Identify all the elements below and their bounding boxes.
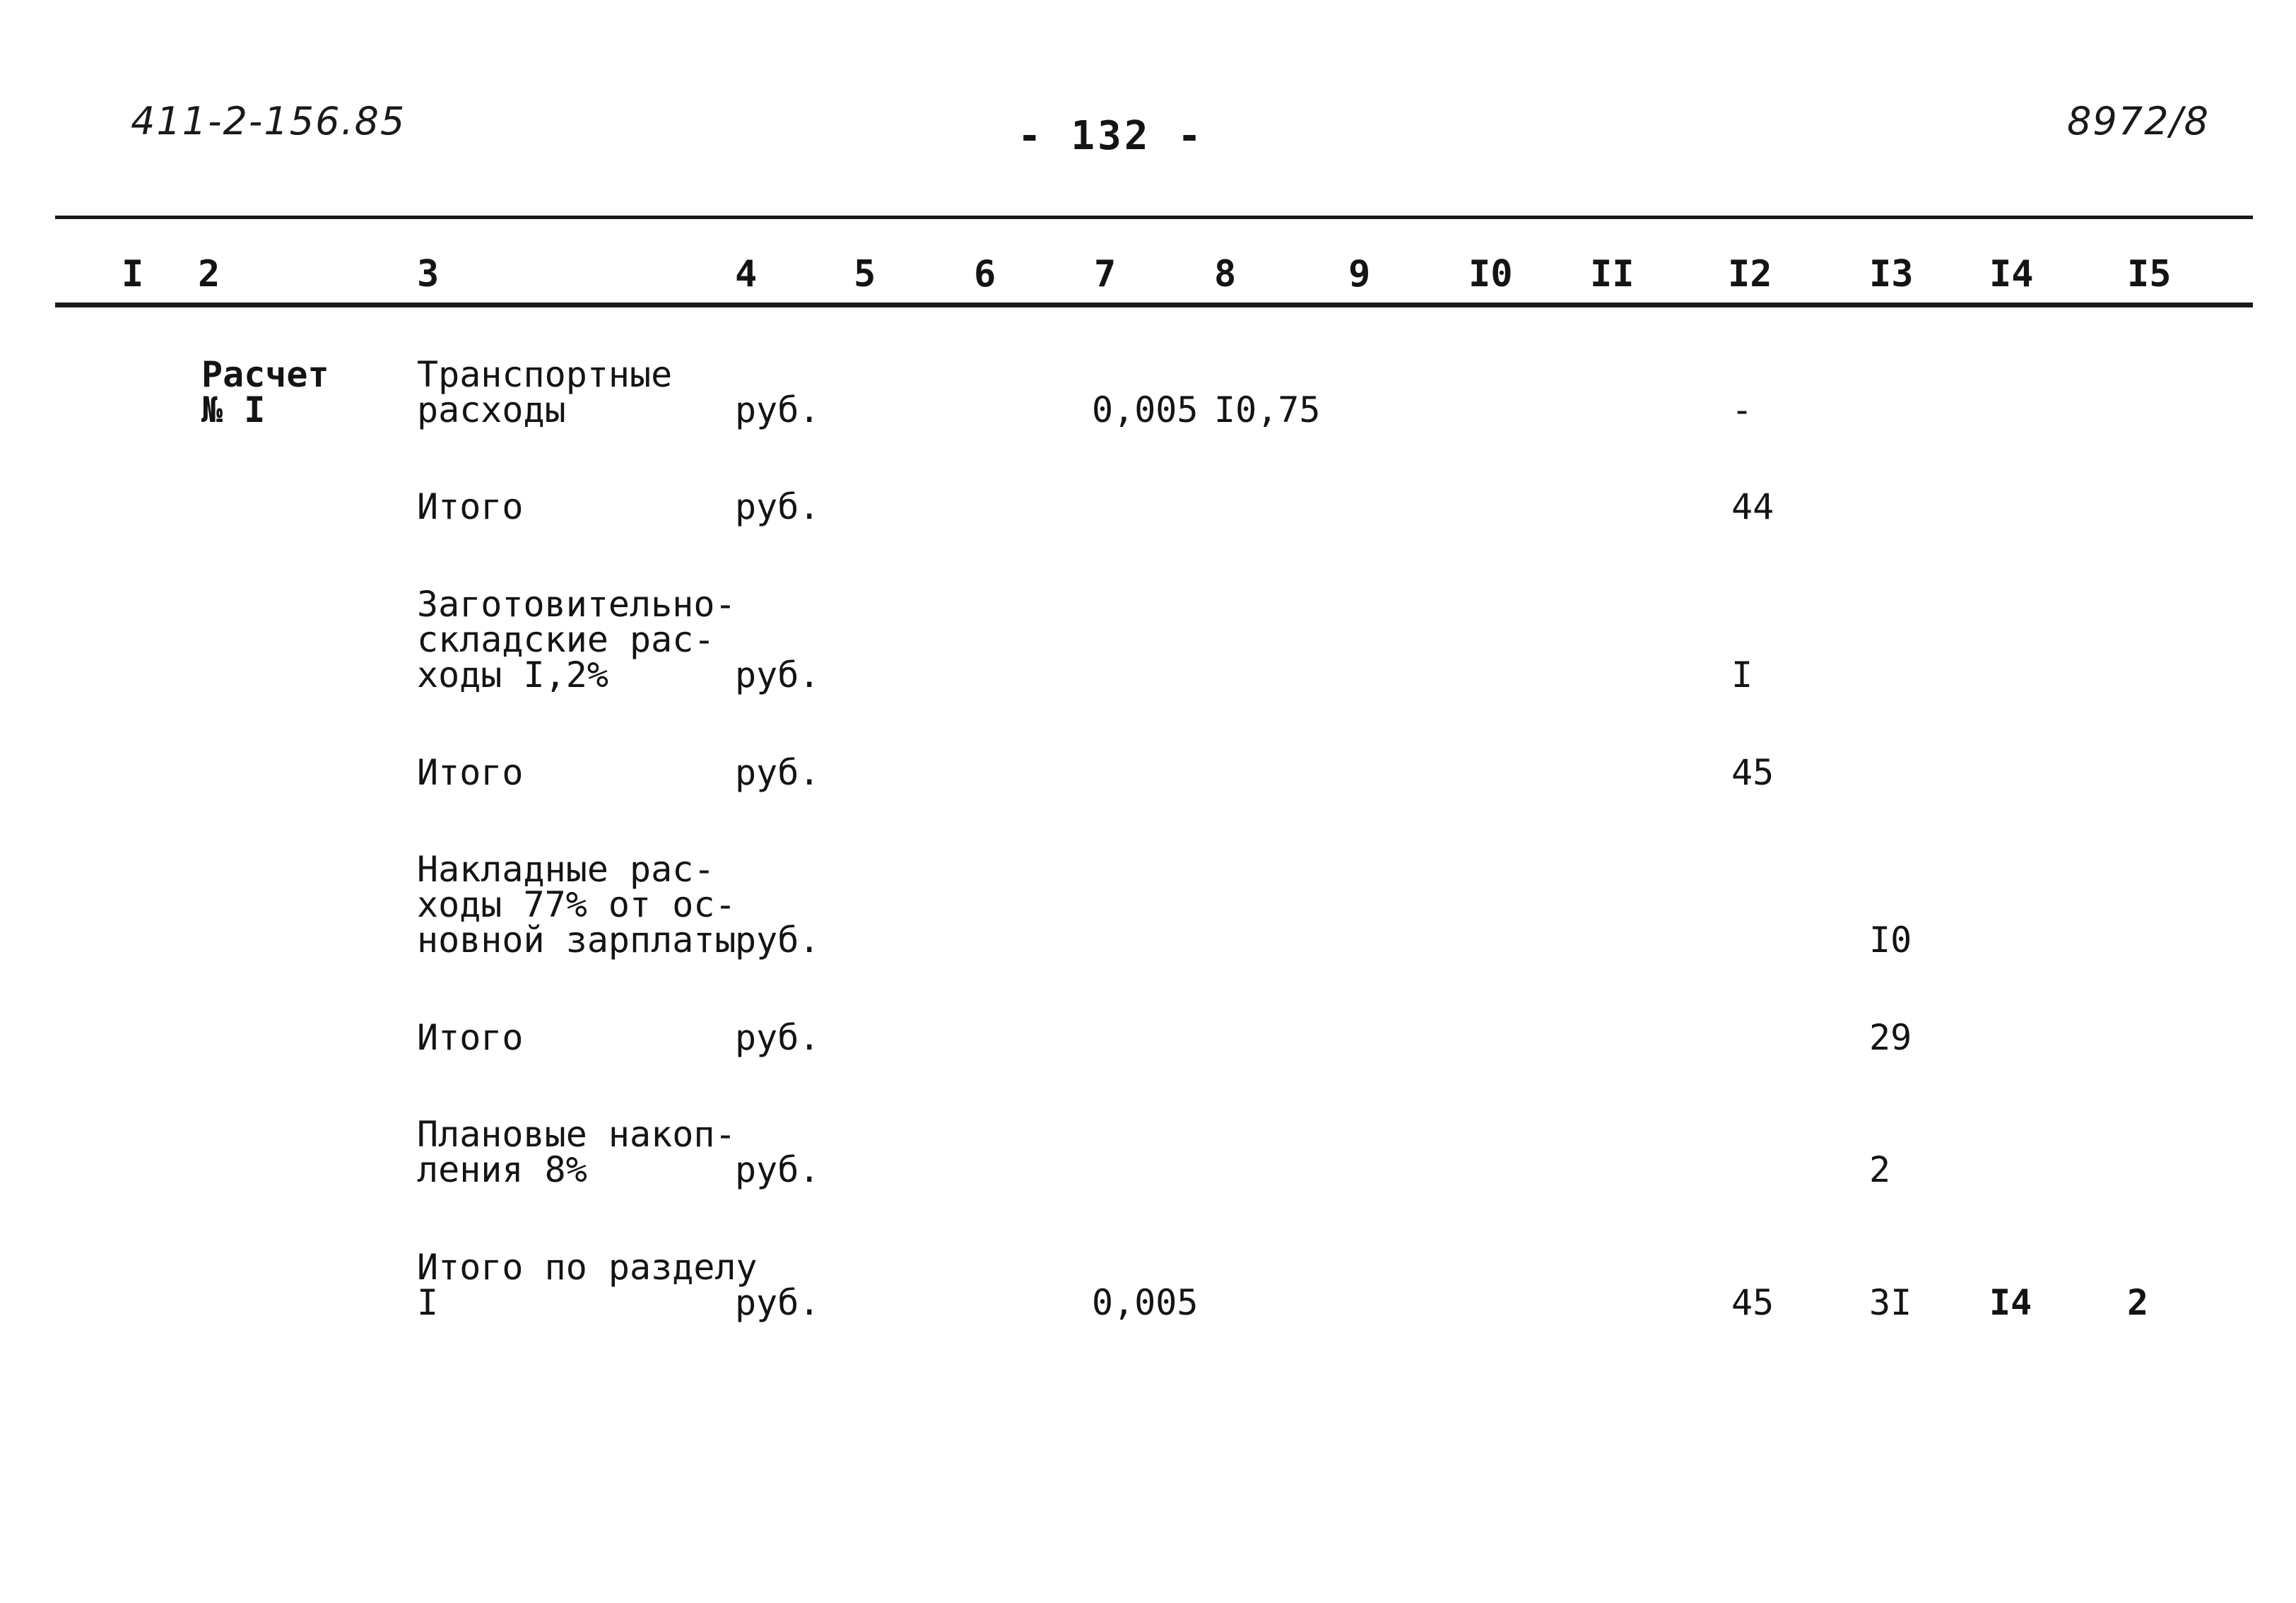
column-header: 8 bbox=[1214, 253, 1237, 295]
row-description: Итого bbox=[417, 1017, 524, 1058]
cell-col-7: 0,005 bbox=[1092, 389, 1199, 430]
sheet-number: 8972/8 bbox=[2067, 99, 2210, 143]
column-header: I0 bbox=[1468, 253, 1513, 295]
cell-col-12: 44 bbox=[1731, 486, 1774, 527]
page-number: - 132 - bbox=[1018, 113, 1205, 159]
column-header: 7 bbox=[1094, 253, 1117, 295]
column-header: 4 bbox=[735, 253, 758, 295]
table-top-rule bbox=[55, 216, 2253, 219]
row-unit: руб. bbox=[735, 1282, 820, 1323]
column-header: I bbox=[122, 253, 144, 295]
cell-col-13: 29 bbox=[1869, 1017, 1912, 1058]
cell-col-14: I4 bbox=[1989, 1282, 2032, 1323]
cell-col-12: 45 bbox=[1731, 1282, 1774, 1323]
cell-col-7: 0,005 bbox=[1092, 1282, 1199, 1323]
column-header: 5 bbox=[854, 253, 876, 295]
cell-col-15: 2 bbox=[2127, 1282, 2149, 1323]
cell-col-13: 3I bbox=[1869, 1282, 1912, 1323]
row-unit: руб. bbox=[735, 752, 820, 793]
document-code: 411-2-156.85 bbox=[131, 99, 406, 143]
row-description: Транспортные расходы bbox=[417, 354, 673, 430]
row-unit: руб. bbox=[735, 1017, 820, 1058]
column-header: I5 bbox=[2127, 253, 2172, 295]
column-header: II bbox=[1590, 253, 1635, 295]
row-unit: руб. bbox=[735, 654, 820, 695]
column-header: 9 bbox=[1348, 253, 1371, 295]
column-header: 2 bbox=[198, 253, 220, 295]
row-description: Плановые накоп- ления 8% bbox=[417, 1114, 736, 1190]
cell-col-12: - bbox=[1731, 389, 1753, 430]
cell-col-12: I bbox=[1731, 654, 1753, 695]
cell-col-8: I0,75 bbox=[1214, 389, 1321, 430]
column-header: 6 bbox=[974, 253, 996, 295]
column-header: 3 bbox=[417, 253, 440, 295]
cell-col-13: 2 bbox=[1869, 1149, 1891, 1190]
column-header: I4 bbox=[1989, 253, 2034, 295]
row-unit: руб. bbox=[735, 389, 820, 430]
row-unit: руб. bbox=[735, 1149, 820, 1190]
calc-reference: Расчет № I bbox=[201, 354, 329, 430]
column-header: I3 bbox=[1869, 253, 1914, 295]
row-description: Итого bbox=[417, 752, 524, 793]
row-unit: руб. bbox=[735, 920, 820, 961]
row-description: Итого по разделу I bbox=[417, 1247, 758, 1323]
row-description: Итого bbox=[417, 486, 524, 527]
cell-col-12: 45 bbox=[1731, 752, 1774, 793]
row-description: Накладные рас- ходы 77% от ос- новной зарплаты bbox=[417, 849, 736, 961]
row-description: Заготовительно- складские рас- ходы I,2% bbox=[417, 584, 736, 695]
column-header: I2 bbox=[1728, 253, 1772, 295]
table-header-rule bbox=[55, 303, 2253, 307]
row-unit: руб. bbox=[735, 486, 820, 527]
cell-col-13: I0 bbox=[1869, 920, 1912, 961]
